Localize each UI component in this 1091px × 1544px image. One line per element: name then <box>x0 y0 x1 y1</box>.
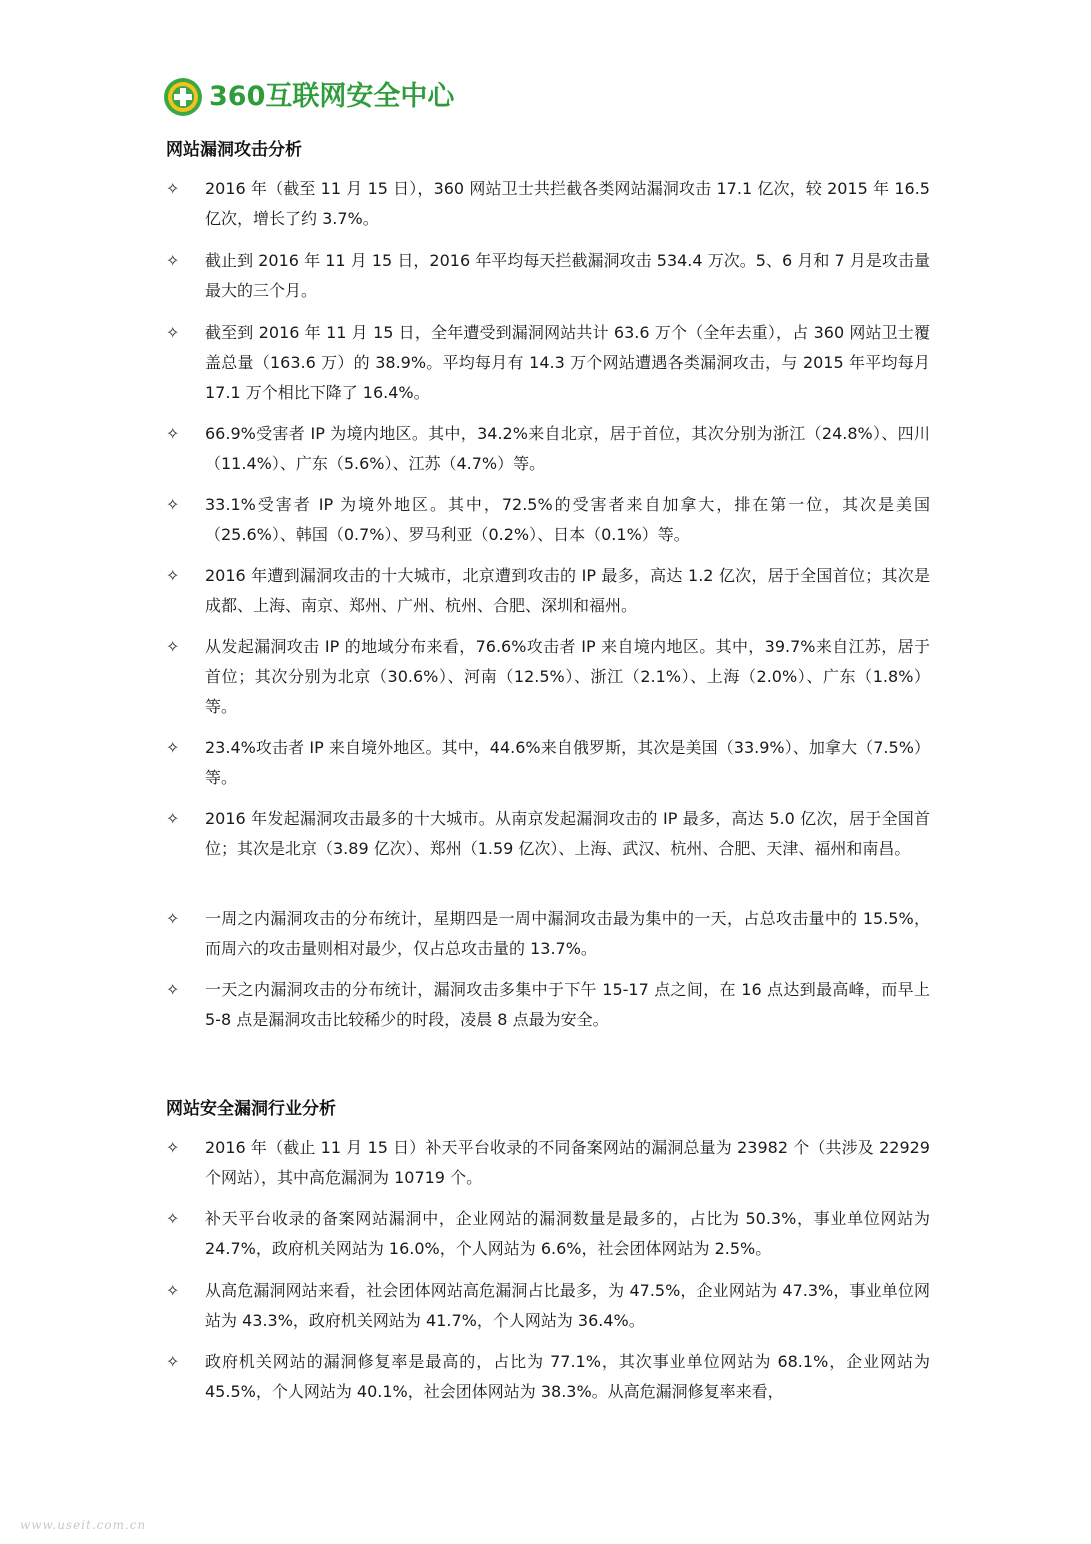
list-item <box>166 318 930 408</box>
logo-text: 360互联网安全中心 <box>209 81 455 112</box>
list-item <box>166 733 930 793</box>
list-item <box>166 561 930 621</box>
list-item <box>166 1276 930 1336</box>
list-item-text: 一周之内漏洞攻击的分布统计，星期四是一周中漏洞攻击最为集中的一天，占总攻击量中的 15.5%，而周六的攻击量则相对最少，仅占总攻击量的 13.7%。 <box>205 909 930 958</box>
logo <box>163 76 454 118</box>
shield-cross-icon <box>163 77 203 117</box>
list-item <box>166 904 930 964</box>
section-title: 网站安全漏洞行业分析 <box>166 1099 336 1119</box>
list-item-text: 2016 年遭到漏洞攻击的十大城市，北京遭到攻击的 IP 最多，高达 1.2 亿次，居于全国首位；其次是成都、上海、南京、郑州、广州、杭州、合肥、深圳和福州。 <box>205 566 930 615</box>
bullet-icon: ✧ <box>166 179 180 198</box>
list-item <box>166 1133 930 1193</box>
list-item-text: 补天平台收录的备案网站漏洞中，企业网站的漏洞数量是最多的，占比为 50.3%，事业单位网站为 24.7%，政府机关网站为 16.0%，个人网站为 6.6%，社会团体网站为 2.5%。 <box>205 1209 930 1258</box>
list-item-text: 33.1%受害者 IP 为境外地区。其中，72.5%的受害者来自加拿大，排在第一位，其次是美国（25.6%）、韩国（0.7%）、罗马利亚（0.2%）、日本（0.1%）等。 <box>205 495 930 544</box>
bullet-icon: ✧ <box>166 1138 180 1157</box>
list-item-text: 2016 年发起漏洞攻击最多的十大城市。从南京发起漏洞攻击的 IP 最多，高达 5.0 亿次，居于全国首位；其次是北京（3.89 亿次）、郑州（1.59 亿次）、上海、武汉、杭州、合肥、天津、福州和南昌。 <box>205 809 930 858</box>
bullet-icon: ✧ <box>166 809 180 828</box>
bullet-icon: ✧ <box>166 424 180 443</box>
bullet-icon: ✧ <box>166 738 180 757</box>
list-item-text: 截止到 2016 年 11 月 15 日，2016 年平均每天拦截漏洞攻击 534.4 万次。5、6 月和 7 月是攻击量最大的三个月。 <box>205 251 930 300</box>
watermark: www.useit.com.cn <box>20 1518 147 1532</box>
bullet-icon: ✧ <box>166 323 180 342</box>
list-item <box>166 419 930 479</box>
list-item-text: 23.4%攻击者 IP 来自境外地区。其中，44.6%来自俄罗斯，其次是美国（33.9%）、加拿大（7.5%）等。 <box>205 738 930 787</box>
list-item-text: 政府机关网站的漏洞修复率是最高的，占比为 77.1%，其次事业单位网站为 68.1%，企业网站为 45.5%，个人网站为 40.1%，社会团体网站为 38.3%。从高危漏洞修复率来看， <box>205 1352 930 1401</box>
section-title: 网站漏洞攻击分析 <box>166 140 302 160</box>
list-item-text: 66.9%受害者 IP 为境内地区。其中，34.2%来自北京，居于首位，其次分别为浙江（24.8%）、四川（11.4%）、广东（5.6%）、江苏（4.7%）等。 <box>205 424 930 473</box>
list-item <box>166 246 930 306</box>
bullet-icon: ✧ <box>166 980 180 999</box>
bullet-icon: ✧ <box>166 1352 180 1371</box>
bullet-icon: ✧ <box>166 1209 180 1228</box>
bullet-icon: ✧ <box>166 495 180 514</box>
bullet-icon: ✧ <box>166 251 180 270</box>
bullet-icon: ✧ <box>166 909 180 928</box>
bullet-icon: ✧ <box>166 1281 180 1300</box>
list-item <box>166 174 930 234</box>
list-item-text: 从高危漏洞网站来看，社会团体网站高危漏洞占比最多，为 47.5%，企业网站为 47.3%，事业单位网站为 43.3%，政府机关网站为 41.7%，个人网站为 36.4%。 <box>205 1281 930 1330</box>
list-item-text: 2016 年（截止 11 月 15 日）补天平台收录的不同备案网站的漏洞总量为 23982 个（共涉及 22929 个网站），其中高危漏洞为 10719 个。 <box>205 1138 930 1187</box>
list-item <box>166 632 930 722</box>
list-item <box>166 490 930 550</box>
list-item <box>166 1347 930 1407</box>
list-item-text: 一天之内漏洞攻击的分布统计，漏洞攻击多集中于下午 15-17 点之间，在 16 点达到最高峰，而早上 5-8 点是漏洞攻击比较稀少的时段，凌晨 8 点最为安全。 <box>205 980 930 1029</box>
bullet-icon: ✧ <box>166 637 180 656</box>
list-item-text: 截至到 2016 年 11 月 15 日，全年遭受到漏洞网站共计 63.6 万个（全年去重），占 360 网站卫士覆盖总量（163.6 万）的 38.9%。平均每月有 14.3 万个网站遭遇各类漏洞攻击，与 2015 年平均每月 17.1 万个相比下降了 16.4%。 <box>205 323 930 402</box>
list-item <box>166 804 930 864</box>
list-item-text: 2016 年（截至 11 月 15 日），360 网站卫士共拦截各类网站漏洞攻击 17.1 亿次，较 2015 年 16.5 亿次，增长了约 3.7%。 <box>205 179 930 228</box>
bullet-icon: ✧ <box>166 566 180 585</box>
list-item <box>166 975 930 1035</box>
list-item <box>166 1204 930 1264</box>
list-item-text: 从发起漏洞攻击 IP 的地域分布来看，76.6%攻击者 IP 来自境内地区。其中，39.7%来自江苏，居于首位；其次分别为北京（30.6%）、河南（12.5%）、浙江（2.1%）、上海（2.0%）、广东（1.8%）等。 <box>205 637 930 716</box>
